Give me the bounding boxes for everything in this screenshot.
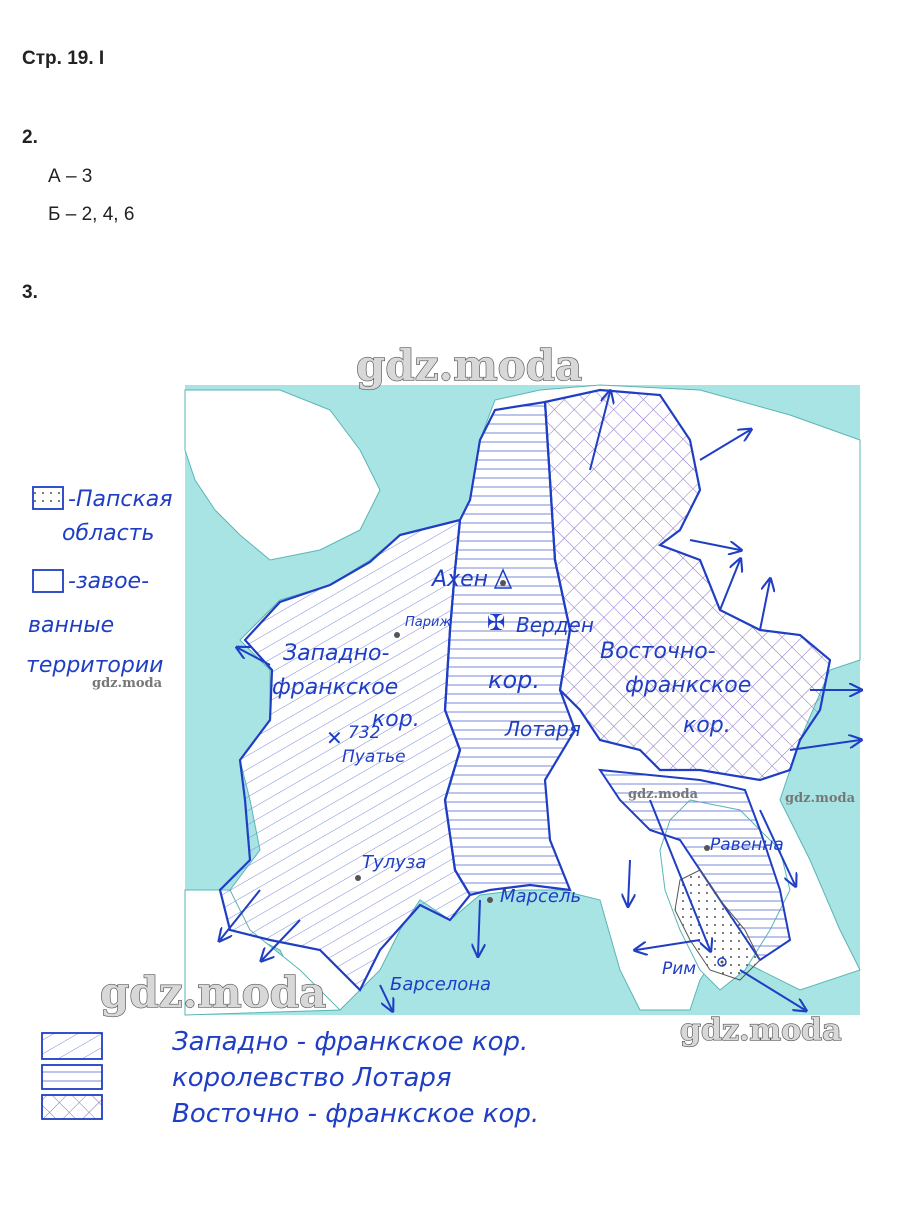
legend-east-text: Восточно - франкское кор. bbox=[172, 1099, 540, 1129]
label-toulouse: Тулуза bbox=[362, 852, 427, 873]
answer-a: А – 3 bbox=[48, 166, 93, 187]
svg-text:✠: ✠ bbox=[487, 611, 506, 636]
legend-west-text: Западно - франкское кор. bbox=[172, 1027, 529, 1057]
label-west-kingdom-3: кор. bbox=[372, 707, 420, 732]
label-rome: Рим bbox=[662, 959, 697, 979]
label-paris: Париж bbox=[405, 615, 452, 630]
legend-papal-line1: -Папская bbox=[68, 487, 173, 512]
label-lothar-1: кор. bbox=[488, 666, 541, 694]
legend-swatch-east bbox=[42, 1095, 102, 1119]
label-east-kingdom-2: франкское bbox=[625, 673, 752, 698]
legend-papal-line2: область bbox=[62, 521, 155, 546]
svg-text:✕: ✕ bbox=[326, 726, 343, 750]
page-title: Стр. 19. I bbox=[22, 48, 105, 69]
label-ravenna: Равенна bbox=[710, 835, 784, 855]
label-marseille: Марсель bbox=[500, 886, 582, 907]
side-legend bbox=[26, 487, 172, 678]
legend-conquered-line1: -завое- bbox=[68, 569, 150, 594]
legend-conquered-line3: территории bbox=[26, 653, 164, 678]
legend-lothar-text: королевство Лотаря bbox=[172, 1063, 452, 1093]
legend-conquered-line2: ванные bbox=[28, 613, 115, 638]
watermark-small-3: gdz.moda bbox=[785, 791, 856, 806]
label-east-kingdom-3: кор. bbox=[683, 713, 731, 738]
label-lothar-2: Лотаря bbox=[505, 717, 581, 741]
legend-swatch-papal bbox=[33, 487, 63, 509]
watermark-small-1: gdz.moda bbox=[92, 676, 163, 691]
label-barcelona: Барселона bbox=[390, 974, 492, 995]
label-west-kingdom-2: франкское bbox=[272, 675, 399, 700]
label-east-kingdom-1: Восточно- bbox=[600, 639, 716, 664]
label-aachen: Ахен bbox=[432, 567, 488, 592]
bottom-legend bbox=[42, 1027, 539, 1129]
contour-map-figure bbox=[0, 330, 898, 1160]
watermark-bottom-right: gdz.moda bbox=[680, 1013, 842, 1048]
label-year-732: 732 bbox=[348, 723, 381, 743]
legend-swatch-lothar bbox=[42, 1065, 102, 1089]
task-2-number: 2. bbox=[22, 127, 38, 148]
answer-b: Б – 2, 4, 6 bbox=[48, 204, 135, 225]
watermark-bottom-left: gdz.moda bbox=[100, 968, 327, 1017]
task-3-number: 3. bbox=[22, 282, 38, 303]
label-poitiers: Пуатье bbox=[342, 747, 406, 767]
watermark-small-2: gdz.moda bbox=[628, 787, 699, 802]
watermark-top: gdz.moda bbox=[356, 341, 583, 390]
label-west-kingdom-1: Западно- bbox=[283, 641, 390, 666]
legend-swatch-west bbox=[42, 1033, 102, 1059]
legend-swatch-conquered bbox=[33, 570, 63, 592]
label-verdun: Верден bbox=[516, 613, 594, 637]
